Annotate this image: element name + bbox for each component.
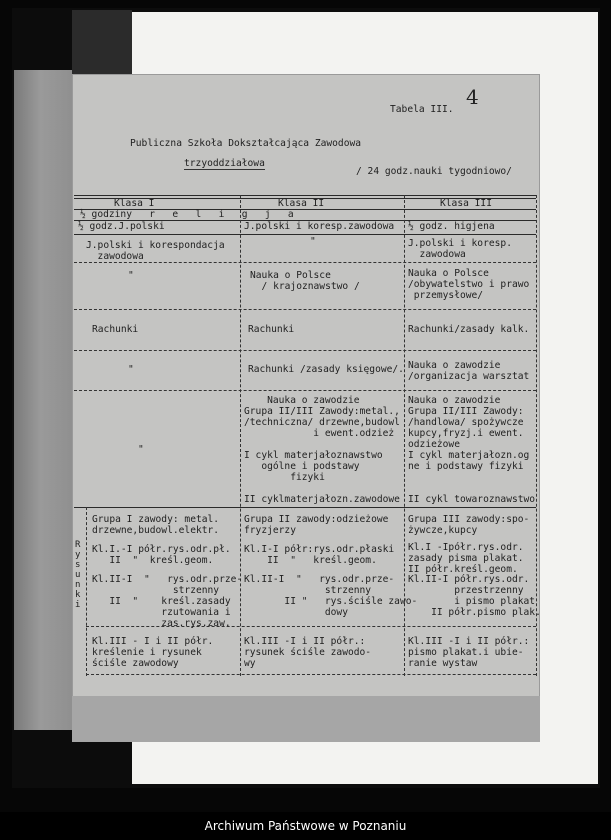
table-cell: Nauka o Polsce / krajoznawstwo / — [250, 270, 360, 292]
religion-row: ½ godziny r e l i g j a — [80, 209, 294, 220]
table-cell: ½ godz.J.polski — [78, 221, 165, 232]
drawing-cell: Kl.III -I i II półr.: pismo plakat.i ubie- ranie wystaw — [408, 636, 530, 669]
drawing-cell: Kl.III -I i II półr.: rysunek ściśle zawodo- wy — [244, 636, 372, 669]
drawing-side-label: Rysunki — [75, 540, 81, 610]
table-label: Tabela III. — [390, 104, 454, 115]
archive-footer: Archiwum Państwowe w Poznaniu — [0, 812, 611, 840]
drawing-cell: Kl.I.-I półr.rys.odr.pł. II " kreśl.geom. — [92, 544, 231, 566]
table-cell: Nauka o zawodzie Grupa II/III Zawody: /handlowa/ spożywcze kupcy,fryzj.i ewent. odzieżowe I cykl materjałozn.og ne i podstawy fizyki II cykl towaroznawstwo — [408, 395, 536, 505]
table-cell: J.polski i koresp.zawodowa — [244, 221, 395, 232]
drawing-cell: Kl.I-I półr:rys.odr.płaski II " kreśl.geom. — [244, 544, 395, 566]
table-cell: ½ godz. higjena — [408, 221, 495, 232]
drawing-cell: Grupa III zawody:spo- żywcze,kupcy — [408, 514, 530, 536]
drawing-cell: Grupa II zawody:odzieżowe fryzjerzy — [244, 514, 389, 536]
drawing-cell: Kl.I -Ipółr.rys.odr. zasady pisma plakat. II półr.kreśl.geom. — [408, 542, 524, 575]
drawing-cell: Kl.II-I " rys.odr.prze- strzenny II " rys.ściśle zawo- dowy — [244, 574, 418, 618]
school-type: trzyoddziałowa — [184, 158, 265, 169]
table-cell: " — [310, 236, 316, 247]
table-cell: Nauka o zawodzie Grupa II/III Zawody:metal., /techniczna/ drzewne,budowl i ewent.odzież I cykl materjałoznawstwo ogólne i podstawy fizyki II cyklmaterjałozn.zawodowe — [244, 395, 400, 505]
table-cell: J.polski i koresp. zawodowa — [408, 238, 512, 260]
table-cell: Nauka o Polsce /obywatelstwo i prawo przemysłowe/ — [408, 268, 530, 301]
column-header-klasa-1: Klasa I — [114, 198, 155, 209]
page-number: 4 — [466, 85, 479, 109]
table-cell: Rachunki — [248, 324, 295, 335]
table-cell: " — [128, 270, 134, 281]
table-cell: Rachunki — [92, 324, 139, 335]
table-cell: Nauka o zawodzie /organizacja warsztat — [408, 360, 530, 382]
table-cell: " — [128, 364, 134, 375]
table-cell: Rachunki/zasady kalk. — [408, 324, 530, 335]
drawing-cell: Kl.III - I i II półr. kreślenie i rysunek ściśle zawodowy — [92, 636, 214, 669]
document-page — [72, 74, 540, 742]
binder-tab — [72, 10, 132, 78]
table-cell: " — [138, 444, 144, 455]
column-header-klasa-2: Klasa II — [278, 198, 325, 209]
table-cell: J.polski i korespondacja zawodowa — [86, 240, 225, 262]
school-name: Publiczna Szkoła Dokształcająca Zawodowa — [130, 138, 362, 149]
column-header-klasa-3: Klasa III — [440, 198, 492, 209]
drawing-cell: Kl.II-I " rys.odr.prze- strzenny II " kreśl.zasady rzutowania i zas.rys.zaw. — [92, 574, 243, 629]
hours-per-week: / 24 godz.nauki tygodniowo/ — [356, 166, 512, 177]
table-cell: Rachunki /zasady księgowe/. — [248, 364, 404, 375]
drawing-cell: Grupa I zawody: metal. drzewne,budowl.elektr. — [92, 514, 220, 536]
binding-board — [14, 70, 80, 730]
drawing-cell: Kl.II-I półr.rys.odr. przestrzenny i pismo plakat II półr.pismo plak. — [408, 574, 541, 618]
